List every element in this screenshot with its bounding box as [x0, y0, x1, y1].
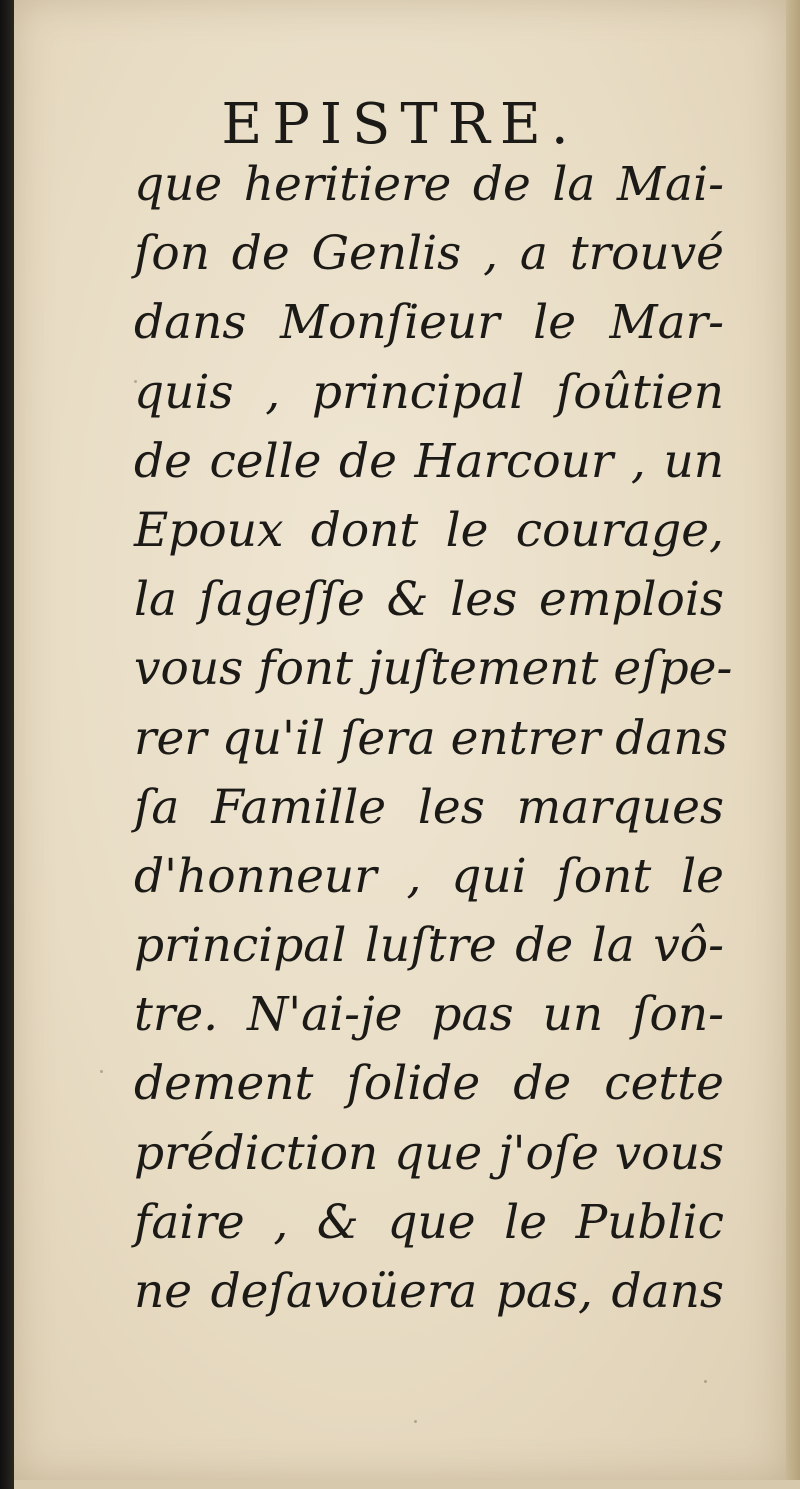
- text-line: de celle de Harcour , un: [134, 433, 724, 489]
- text-line: dement ſolide de cette: [134, 1056, 724, 1112]
- text-line: dans Monſieur le Mar-: [134, 295, 724, 351]
- text-line: Epoux dont le courage,: [134, 502, 724, 558]
- text-line: ſa Famille les marques: [134, 779, 724, 835]
- text-line: quis , principal ſoûtien: [134, 364, 724, 420]
- text-line: vous font juſtement eſpe-: [134, 641, 733, 697]
- text-line: faire , & que le Public: [134, 1194, 724, 1250]
- page-gutter-shadow: [0, 0, 14, 1489]
- text-line: prédiction que j'oſe vous: [134, 1125, 724, 1181]
- text-line: rer qu'il ſera entrer dans: [134, 710, 728, 766]
- body-text: [134, 150, 733, 1326]
- paper-speck: [704, 1380, 707, 1383]
- text-line: la ſageſſe & les emplois: [134, 572, 724, 628]
- text-line: ne deſavoüera pas, dans: [134, 1264, 724, 1319]
- paper-speck: [134, 380, 137, 383]
- text-line: que heritiere de la Mai-: [134, 157, 724, 212]
- text-line: d'honneur , qui ſont le: [134, 848, 724, 904]
- book-page: [14, 0, 786, 1480]
- paper-speck: [414, 1420, 417, 1423]
- page-fore-edge: [786, 0, 800, 1489]
- running-header: EPISTRE.: [221, 92, 579, 157]
- paper-speck: [100, 1070, 103, 1073]
- text-line: ſon de Genlis , a trouvé: [134, 226, 724, 282]
- page-bottom-edge: [14, 1480, 800, 1489]
- text-line: principal luſtre de la vô-: [134, 918, 724, 974]
- text-line: tre. N'ai-je pas un ſon-: [134, 987, 724, 1043]
